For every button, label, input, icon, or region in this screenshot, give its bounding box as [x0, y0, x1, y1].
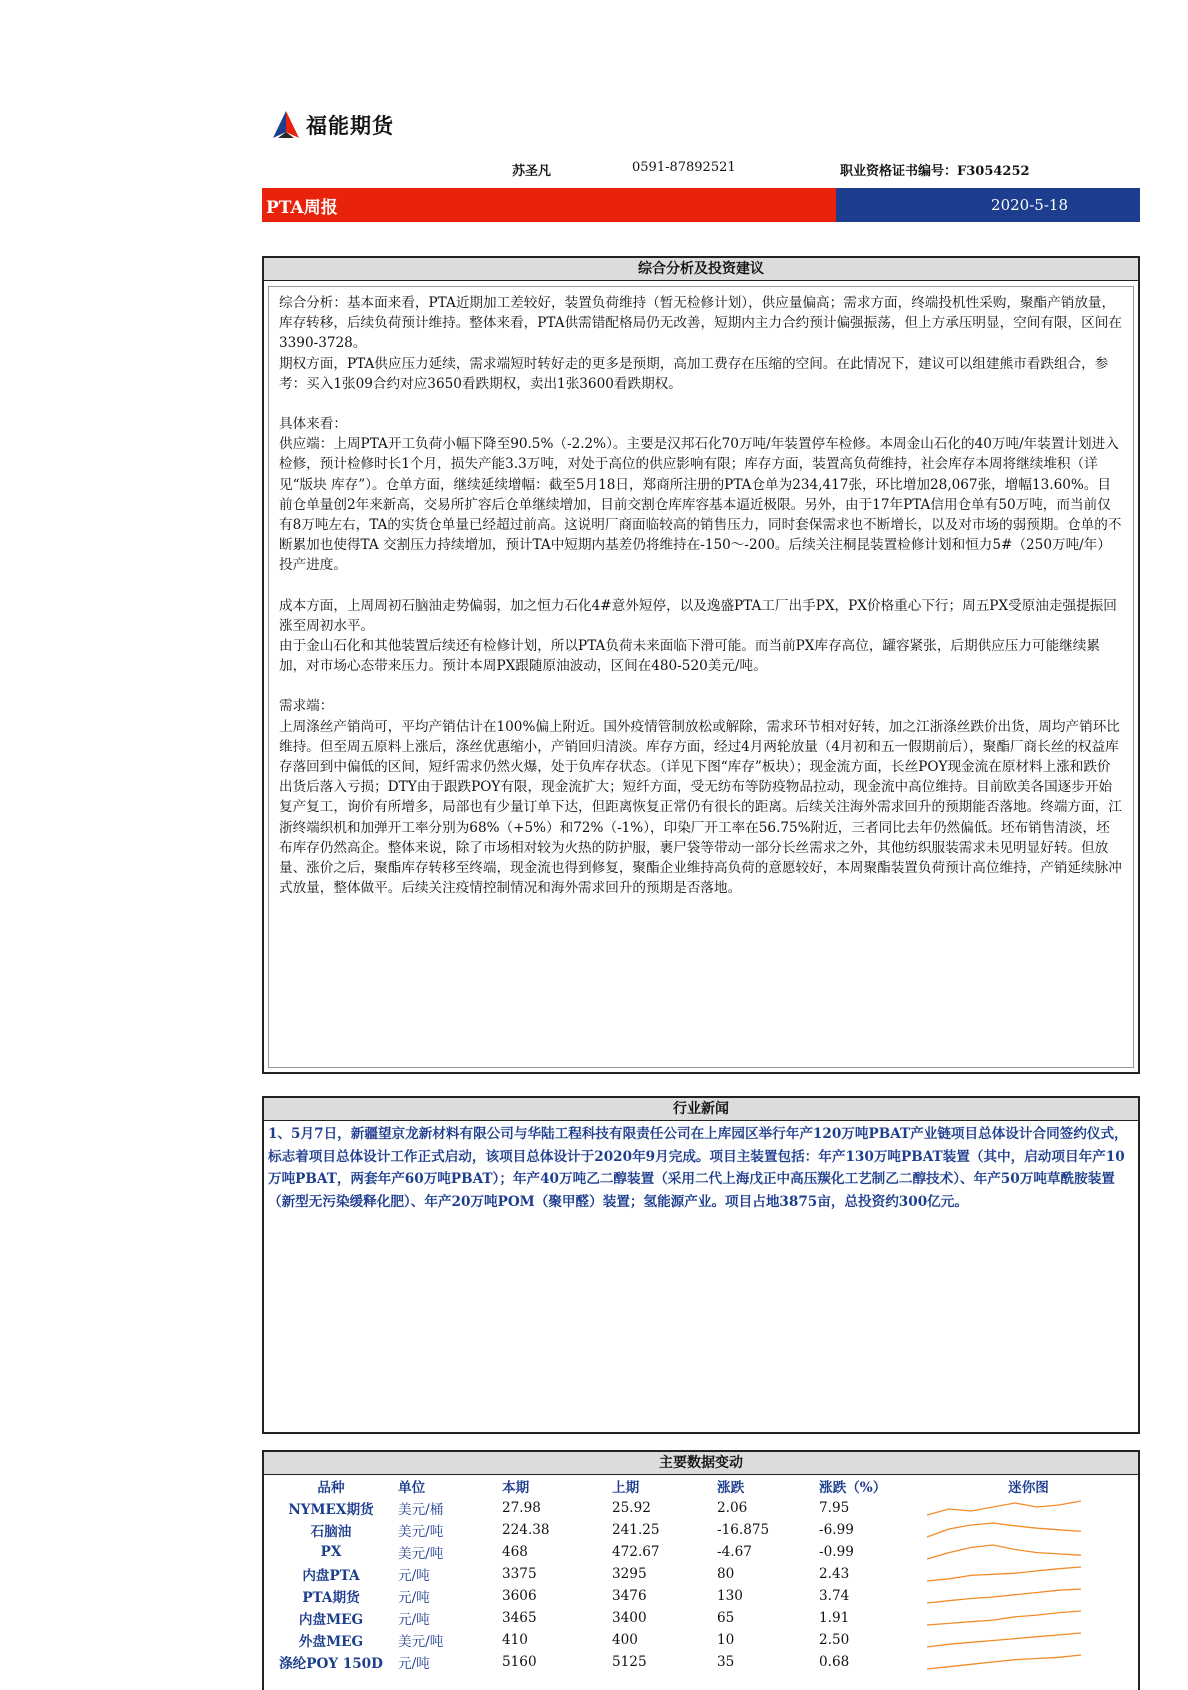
sparkline	[919, 1630, 1089, 1650]
previous-value: 400	[612, 1632, 638, 1648]
analysis-paragraph: 需求端：	[279, 698, 334, 715]
analysis-paragraph: 由于金山石化和其他装置后续还有检修计划，所以PTA负荷未来面临下滑可能。而当前PX库存高位，罐容紧张，后期供应压力可能继续累加，对市场心态带来压力。预计本周PX跟随原油波动，区间在480-520美元/吨。	[279, 638, 1100, 675]
product-name: 涤纶POY 150D	[279, 1656, 383, 1672]
sparkline	[919, 1652, 1089, 1672]
data-panel	[262, 1450, 1140, 1690]
change-pct-value: 7.95	[819, 1500, 850, 1516]
change-value: 130	[717, 1588, 743, 1604]
sparkline-path	[927, 1611, 1081, 1625]
col-header: 单位	[398, 1480, 426, 1496]
analysis-paragraph: 期权方面，PTA供应压力延续，需求端短时转好走的更多是预期，高加工费存在压缩的空间。在此情况下，建议可以组建熊市看跌组合，参考：买入1张09合约对应3650看跌期权，卖出1张3600看跌期权。	[279, 355, 1109, 392]
certificate-label: 职业资格证书编号：	[840, 164, 958, 179]
logo-mark-icon	[272, 110, 300, 140]
product-name: PTA期货	[302, 1590, 360, 1606]
change-value: 10	[717, 1632, 735, 1648]
sparkline-cell	[919, 1651, 1138, 1673]
certificate-number: F3054252	[957, 164, 1030, 179]
product-name: PX	[320, 1544, 342, 1560]
sparkline-cell	[919, 1563, 1138, 1585]
paragraph-gap	[279, 394, 1123, 414]
table-row	[264, 1519, 1138, 1541]
sparkline-path	[927, 1545, 1081, 1559]
col-header: 涨跌	[717, 1480, 745, 1496]
news-item: 1、5月7日，新疆望京龙新材料有限公司与华陆工程科技有限责任公司在上库园区举行年产120万吨PBAT产业链项目总体设计合同签约仪式，标志着项目总体设计工作正式启动，该项目总体设计于2020年9月完成。项目主装置包括：年产130万吨PBAT装置（其中，启动项目年产10万吨PBAT，两套年产60万吨PBAT）；年产40万吨乙二醇装置（采用二代上海戊正中高压羰化工艺制乙二醇技术）、年产50万吨草酰胺装置（新型无污染缓释化肥）、年产20万吨POM（聚甲醛）装置；氢能源产业。项目占地3875亩，总投资约300亿元。	[268, 1126, 1128, 1210]
sparkline-cell	[919, 1585, 1138, 1607]
current-value: 3375	[502, 1566, 537, 1582]
current-value: 5160	[502, 1654, 537, 1670]
unit-cell: 美元/桶	[398, 1502, 444, 1518]
current-value: 3606	[502, 1588, 537, 1604]
previous-value: 3295	[612, 1566, 647, 1582]
product-name: 内盘MEG	[298, 1612, 364, 1628]
previous-value: 3476	[612, 1588, 647, 1604]
table-row	[264, 1585, 1138, 1607]
table-row	[264, 1541, 1138, 1563]
table-row	[264, 1651, 1138, 1673]
report-title: PTA周报	[262, 188, 836, 222]
product-name: 外盘MEG	[298, 1634, 364, 1650]
sparkline-cell	[919, 1629, 1138, 1651]
change-pct-value: 2.50	[819, 1632, 850, 1648]
unit-cell: 美元/吨	[398, 1524, 444, 1540]
sparkline-path	[927, 1655, 1081, 1669]
current-value: 224.38	[502, 1522, 550, 1538]
report-banner	[262, 188, 1140, 222]
data-heading: 主要数据变动	[264, 1452, 1138, 1475]
analysis-paragraph: 成本方面，上周周初石脑油走势偏弱，加之恒力石化4#意外短停，以及逸盛PTA工厂出手PX，PX价格重心下行；周五PX受原油走强提振回涨至周初水平。	[279, 597, 1117, 634]
sparkline-path	[927, 1633, 1081, 1647]
paragraph-gap	[279, 676, 1123, 696]
sparkline	[919, 1498, 1089, 1518]
sparkline-path	[927, 1523, 1081, 1537]
sparkline-path	[927, 1501, 1081, 1515]
unit-cell: 美元/吨	[398, 1634, 444, 1650]
unit-cell: 元/吨	[398, 1568, 430, 1584]
analysis-paragraph: 上周涤丝产销尚可，平均产销估计在100%偏上附近。国外疫情管制放松或解除，需求环节相对好转，加之江浙涤丝跌价出货，周均产销环比维持。但至周五原料上涨后，涤丝优惠缩小，产销回归清淡。库存方面，经过4月两轮放量（4月初和五一假期前后），聚酯厂商长丝的权益库存落回到中偏低的区间，短纤需求仍然火爆，处于负库存状态。（详见下图“库存”板块）；现金流方面，长丝POY现金流在原材料上涨和跌价出货后落入亏损；DTY由于跟跌POY有限，现金流扩大；短纤方面，受无纺布等防疫物品拉动，现金流中高位维持。目前欧美各国逐步开始复产复工，询价有所增多，局部也有少量订单下达，但距离恢复正常仍有很长的距离。后续关注海外需求回升的预期能否落地。终端方面，江浙终端织机和加弹开工率分别为68%（+5%）和72%（-1%），印染厂开工率在56.75%附近，三者同比去年仍然偏低。坯布销售清淡，坯布库存仍然高企。整体来说，除了市场相对较为火热的防护服，裹尸袋等带动一部分长丝需求之外，其他纺织服装需求未见明显好转。但放量、涨价之后，聚酯库存转移至终端，现金流也得到修复，聚酯企业维持高负荷的意愿较好，本周聚酯装置负荷预计高位维持，产销延续脉冲式放量，整体做平。后续关注疫情控制情况和海外需求回升的预期是否落地。	[279, 718, 1122, 897]
company-name: 福能期货	[306, 114, 394, 138]
table-row	[264, 1629, 1138, 1651]
sparkline	[919, 1564, 1089, 1584]
data-table	[264, 1475, 1138, 1673]
change-value: 35	[717, 1654, 735, 1670]
current-value: 468	[502, 1544, 528, 1560]
col-header: 品种	[317, 1480, 345, 1496]
table-row	[264, 1563, 1138, 1585]
report-date: 2020-5-18	[836, 188, 1140, 222]
certificate-info	[840, 160, 1030, 179]
col-header: 本期	[502, 1480, 530, 1496]
sparkline	[919, 1608, 1089, 1628]
news-heading: 行业新闻	[264, 1098, 1138, 1121]
analysis-paragraph: 综合分析：基本面来看，PTA近期加工差较好，装置负荷维持（暂无检修计划），供应量偏高；需求方面，终端投机性采购，聚酯产销放量，库存转移，后续负荷预计维持。整体来看，PTA供需错配格局仍无改善，短期内主力合约预计偏强振荡，但上方承压明显，空间有限，区间在3390-3728。	[279, 295, 1122, 352]
previous-value: 3400	[612, 1610, 647, 1626]
sparkline	[919, 1542, 1089, 1562]
change-value: -16.875	[717, 1522, 770, 1538]
previous-value: 5125	[612, 1654, 647, 1670]
col-header: 涨跌（%）	[819, 1480, 887, 1496]
unit-cell: 元/吨	[398, 1590, 430, 1606]
analyst-name: 苏圣凡	[512, 164, 552, 179]
sparkline	[919, 1520, 1089, 1540]
current-value: 410	[502, 1632, 528, 1648]
news-panel	[262, 1096, 1140, 1434]
change-value: 2.06	[717, 1500, 748, 1516]
change-pct-value: -0.99	[819, 1544, 854, 1560]
col-header: 上期	[612, 1480, 640, 1496]
sparkline-path	[927, 1589, 1081, 1603]
sparkline-cell	[919, 1497, 1138, 1519]
analysis-heading: 综合分析及投资建议	[264, 258, 1138, 281]
analyst-phone: 0591-87892521	[632, 160, 736, 175]
change-pct-value: 0.68	[819, 1654, 850, 1670]
col-header: 迷你图	[1008, 1480, 1049, 1496]
change-value: 80	[717, 1566, 735, 1582]
paragraph-gap	[279, 576, 1123, 596]
unit-cell: 元/吨	[398, 1612, 430, 1628]
change-value: 65	[717, 1610, 735, 1626]
product-name: NYMEX期货	[288, 1502, 374, 1518]
product-name: 内盘PTA	[302, 1568, 360, 1584]
sparkline-cell	[919, 1607, 1138, 1629]
analysis-panel	[262, 256, 1140, 1074]
table-row	[264, 1497, 1138, 1519]
analysis-text-box	[268, 286, 1134, 1068]
sparkline-path	[927, 1567, 1081, 1581]
sparkline-cell	[919, 1541, 1138, 1563]
product-name: 石脑油	[310, 1524, 352, 1540]
analysis-paragraph: 具体来看：	[279, 416, 347, 433]
table-row	[264, 1607, 1138, 1629]
unit-cell: 元/吨	[398, 1656, 430, 1672]
previous-value: 25.92	[612, 1500, 651, 1516]
sparkline	[919, 1586, 1089, 1606]
previous-value: 472.67	[612, 1544, 660, 1560]
unit-cell: 美元/吨	[398, 1546, 444, 1562]
company-logo	[272, 110, 394, 140]
table-header-row	[264, 1475, 1138, 1497]
change-pct-value: 3.74	[819, 1588, 850, 1604]
current-value: 27.98	[502, 1500, 541, 1516]
change-pct-value: 2.43	[819, 1566, 850, 1582]
change-pct-value: 1.91	[819, 1610, 850, 1626]
previous-value: 241.25	[612, 1522, 660, 1538]
change-value: -4.67	[717, 1544, 752, 1560]
sparkline-cell	[919, 1519, 1138, 1541]
current-value: 3465	[502, 1610, 537, 1626]
analysis-paragraph: 供应端：上周PTA开工负荷小幅下降至90.5%（-2.2%）。主要是汉邦石化70万吨/年装置停车检修。本周金山石化的40万吨/年装置计划进入检修，预计检修时长1个月，损失产能3.3万吨，对处于高位的供应影响有限；库存方面，装置高负荷维持，社会库存本周将继续堆积（详见“版块 库存”）。仓单方面，继续延续增幅：截至5月18日，郑商所注册的PTA仓单为234,417张，环比增加28,067张，增幅13.60%。目前仓单量创2年来新高，交易所扩容后仓单继续增加，目前交割仓库库容基本逼近极限。另外，由于17年PTA信用仓单有50万吨，而当前仅有8万吨左右，TA的实货仓单量已经超过前高。这说明厂商面临较高的销售压力，同时套保需求也不断增长，以及对市场的弱预期。仓单的不断累加也使得TA 交割压力持续增加，预计TA中短期内基差仍将维持在-150～-200。后续关注桐昆装置检修计划和恒力5#（250万吨/年）投产进度。	[279, 436, 1122, 574]
change-pct-value: -6.99	[819, 1522, 854, 1538]
